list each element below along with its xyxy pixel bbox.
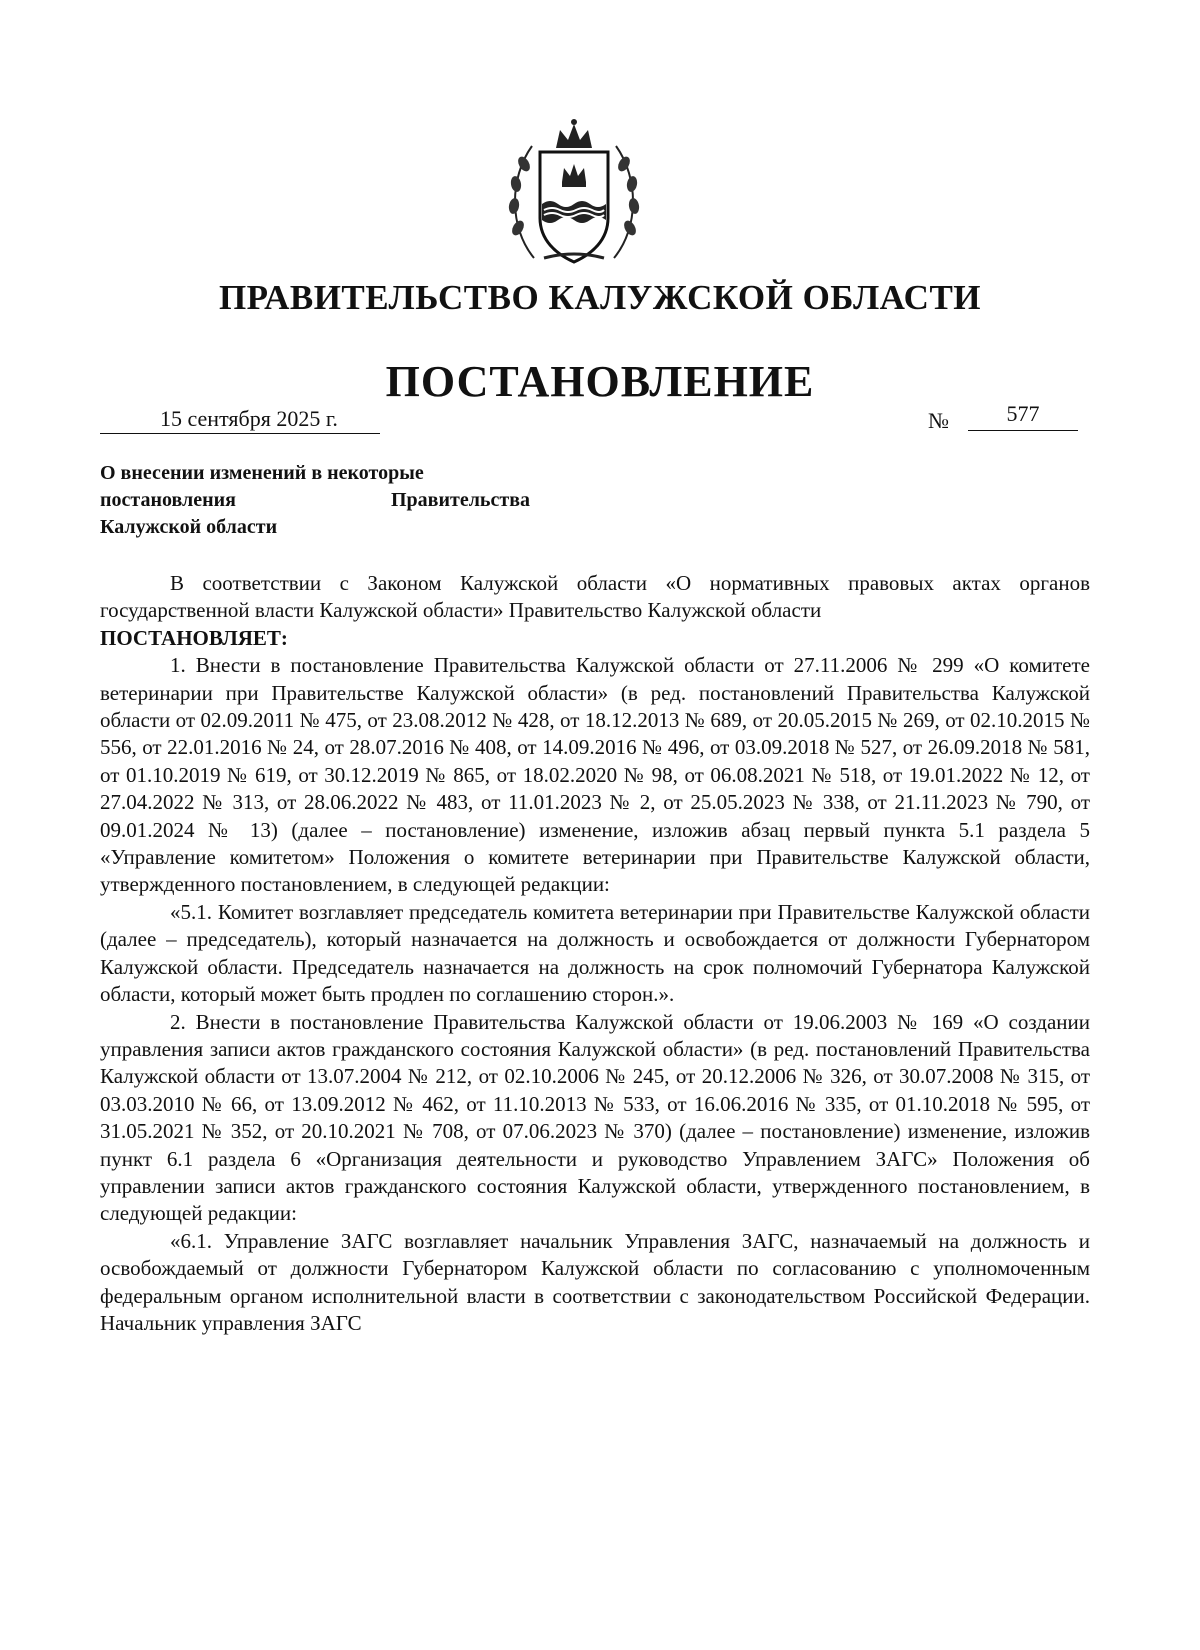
org-title: ПРАВИТЕЛЬСТВО КАЛУЖСКОЙ ОБЛАСТИ	[218, 278, 982, 317]
intro-paragraph: В соответствии с Законом Калужской области «О нормативных правовых актах органов государственной власти Калужской области» Правительство Калужской области	[100, 571, 1090, 623]
document-type-title: ПОСТАНОВЛЕНИЕ	[385, 357, 815, 406]
subject-line: О внесении изменений в некоторые	[100, 462, 424, 484]
decree-heading: ПОСТАНОВЛЯЕТ:	[100, 625, 288, 650]
paragraph-1: 1. Внести в постановление Правительства Калужской области от 27.11.2006 № 299 «О комитете ветеринарии при Правительстве Калужской области» (в ред. постановлений Правительства Калужской области от 02.09.2011 № 475, от 23.08.2012 № 428, от 18.12.2013 № 689, от 20.05.2015 № 269, от 02.10.2015 № 556, от 22.01.2016 № 24, от 28.07.2016 № 408, от 14.09.2016 № 496, от 03.09.2018 № 527, от 26.09.2018 № 581, от 01.10.2019 № 619, от 30.12.2019 № 865, от 18.02.2020 № 98, от 06.08.2021 № 518, от 19.01.2022 № 12, от 27.04.2022 № 313, от 28.06.2022 № 483, от 11.01.2023 № 2, от 25.05.2023 № 338, от 21.11.2023 № 790, от 09.01.2024 № 13) (далее – постановление) изменение, изложив абзац первый пункта 5.1 раздела 5 «Управление комитетом» Положения о комитете ветеринарии при Правительстве Калужской области, утвержденного постановлением, в следующей редакции:	[100, 653, 1090, 897]
paragraph-1-quote: «5.1. Комитет возглавляет председатель комитета ветеринарии при Правительстве Калужской области (далее – председатель), который назначается на должность и освобождается от должности Губернатором Калужской области. Председатель назначается на должность на срок полномочий Губернатора Калужской области, который может быть продлен по соглашению сторон.».	[100, 899, 1090, 1007]
subject-line: Калужской области	[100, 516, 278, 538]
number-value: 577	[968, 404, 1078, 431]
subject-word: Правительства	[390, 489, 530, 511]
number-sign: №	[928, 408, 949, 433]
document-body	[100, 570, 1090, 1337]
document-date: 15 сентября 2025 г.	[100, 406, 380, 434]
subject-word: постановления	[100, 489, 236, 511]
coat-of-arms-icon	[504, 118, 644, 268]
document-number	[928, 401, 1078, 434]
paragraph-2-quote: «6.1. Управление ЗАГС возглавляет начальник Управления ЗАГС, назначаемый на должность и освобождаемый от должности Губернатором Калужской области по согласованию с уполномоченным федеральным органом исполнительной власти в соответствии с законодательством Российской Федерации. Начальник управления ЗАГС	[100, 1228, 1090, 1335]
subject-line	[100, 487, 530, 514]
paragraph-2: 2. Внести в постановление Правительства Калужской области от 19.06.2003 № 169 «О создании управления записи актов гражданского состояния Калужской области» (в ред. постановлений Правительства Калужской области от 13.07.2004 № 212, от 02.10.2006 № 245, от 20.12.2006 № 326, от 30.07.2008 № 315, от 03.03.2010 № 66, от 13.09.2012 № 462, от 11.10.2013 № 533, от 16.06.2016 № 335, от 01.10.2018 № 595, от 31.05.2021 № 352, от 20.10.2021 № 708, от 07.06.2023 № 370) (далее – постановление) изменение, изложив пункт 6.1 раздела 6 «Организация деятельности и руководство Управлением ЗАГС» Положения об управлении записи актов гражданского состояния Калужской области, утвержденного постановлением, в следующей редакции:	[100, 1009, 1090, 1226]
document-subject	[100, 460, 530, 541]
